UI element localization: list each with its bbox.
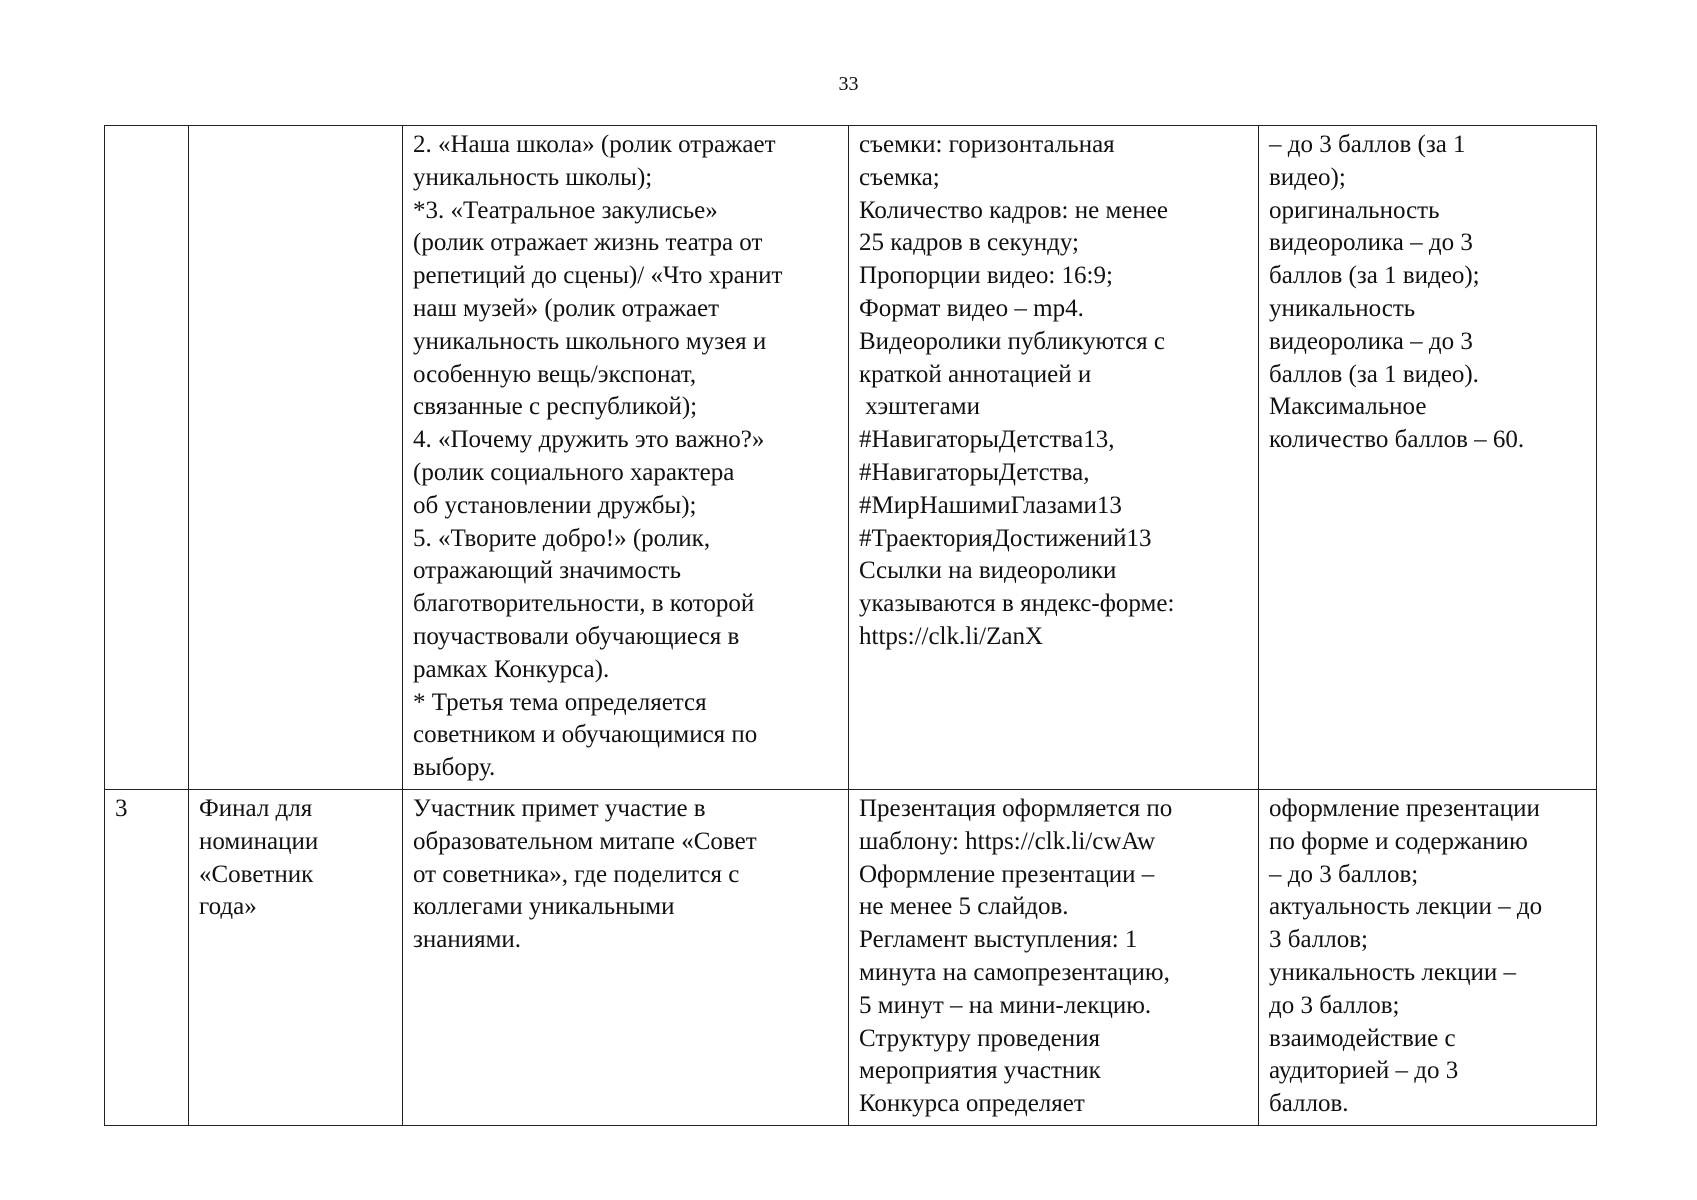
- cell-text-line: (ролик социального характера: [413, 458, 735, 486]
- cell-text-line: уникальность лекции –: [1269, 958, 1516, 986]
- cell-text-line: хэштегами: [859, 393, 980, 421]
- cell-text-line: Финал для: [199, 794, 313, 822]
- cell-text-line: от советника», где поделится с: [413, 860, 740, 888]
- cell-requirements: [849, 789, 1259, 1125]
- table-row: [105, 126, 1597, 790]
- cell-text-line: Пропорции видео: 16:9;: [859, 262, 1113, 290]
- cell-text-line: репетиций до сцены)/ «Что хранит: [413, 262, 783, 290]
- cell-text-line: указываются в яндекс-форме:: [859, 590, 1175, 618]
- cell-text-line: уникальность: [1269, 294, 1416, 322]
- cell-text-line: съемки: горизонтальная: [859, 131, 1115, 158]
- cell-text-line: 5. «Творите добро!» (ролик,: [413, 524, 711, 552]
- cell-text-line: краткой аннотацией и: [859, 360, 1092, 388]
- cell-text-line: Максимальное: [1269, 393, 1427, 421]
- cell-text-line: не менее 5 слайдов.: [859, 893, 1069, 921]
- cell-content: [403, 789, 849, 1125]
- cell-text-line: баллов (за 1 видео).: [1269, 360, 1479, 388]
- cell-text-line: знаниями.: [413, 926, 522, 954]
- cell-text-line: #НавигаторыДетства13,: [859, 426, 1115, 454]
- cell-number: [105, 789, 189, 1125]
- cell-text-line: об установлении дружбы);: [413, 491, 697, 519]
- cell-text-line: баллов.: [1269, 1090, 1349, 1118]
- cell-text-line: взаимодействие с: [1269, 1024, 1456, 1052]
- cell-stage: [189, 789, 403, 1125]
- cell-text-line: Оформление презентации –: [859, 860, 1155, 888]
- cell-text-line: уникальность школы);: [413, 163, 653, 191]
- table-row: [105, 789, 1597, 1125]
- cell-text-line: https://clk.li/ZanX: [859, 622, 1044, 650]
- cell-text-line: видео);: [1269, 163, 1346, 191]
- cell-text-line: Конкурса определяет: [859, 1090, 1085, 1118]
- cell-text-line: советником и обучающимися по: [413, 721, 758, 749]
- page-number: 33: [838, 73, 859, 95]
- cell-text-line: уникальность школьного музея и: [413, 327, 767, 355]
- cell-text-line: Презентация оформляется по: [859, 794, 1173, 822]
- cell-text-line: – до 3 баллов;: [1269, 860, 1419, 888]
- competition-stages-table: [104, 125, 1597, 1126]
- cell-text-line: до 3 баллов;: [1269, 991, 1400, 1019]
- cell-text-line: #ТраекторияДостижений13: [859, 524, 1152, 552]
- cell-text-line: аудиторией – до 3: [1269, 1057, 1459, 1085]
- cell-text-line: коллегами уникальными: [413, 893, 675, 921]
- cell-text-line: Ссылки на видеоролики: [859, 557, 1117, 585]
- cell-text-line: 3: [115, 794, 128, 822]
- cell-text-line: по форме и содержанию: [1269, 827, 1528, 855]
- cell-text-line: отражающий значимость: [413, 557, 681, 585]
- cell-text-line: 2. «Наша школа» (ролик отражает: [413, 131, 776, 158]
- cell-text-line: Регламент выступления: 1: [859, 926, 1138, 954]
- cell-text-line: Структуру проведения: [859, 1024, 1100, 1052]
- cell-text-line: Видеоролики публикуются с: [859, 327, 1165, 355]
- cell-stage: [189, 126, 403, 790]
- cell-text-line: количество баллов – 60.: [1269, 426, 1525, 454]
- cell-text-line: связанные с республикой);: [413, 393, 698, 421]
- cell-text-line: – до 3 баллов (за 1: [1269, 131, 1466, 158]
- cell-text-line: шаблону: https://clk.li/cwAw: [859, 827, 1156, 855]
- cell-text-line: актуальность лекции – до: [1269, 893, 1543, 921]
- cell-text-line: мероприятия участник: [859, 1057, 1101, 1085]
- cell-text-line: оформление презентации: [1269, 794, 1540, 822]
- cell-text-line: 3 баллов;: [1269, 926, 1368, 954]
- cell-text-line: видеоролика – до 3: [1269, 327, 1473, 355]
- cell-text-line: видеоролика – до 3: [1269, 229, 1473, 257]
- cell-text-line: 25 кадров в секунду;: [859, 229, 1079, 257]
- cell-text-line: #НавигаторыДетства,: [859, 458, 1090, 486]
- cell-content: [403, 126, 849, 790]
- cell-text-line: года»: [199, 893, 257, 921]
- cell-text-line: «Советник: [199, 860, 314, 888]
- cell-criteria: [1259, 789, 1597, 1125]
- cell-text-line: выбору.: [413, 754, 496, 782]
- cell-text-line: минута на самопрезентацию,: [859, 958, 1170, 986]
- cell-text-line: благотворительности, в которой: [413, 590, 755, 618]
- cell-text-line: оригинальность: [1269, 196, 1440, 224]
- cell-number: [105, 126, 189, 790]
- cell-text-line: *3. «Театральное закулисье»: [413, 196, 718, 224]
- cell-text-line: наш музей» (ролик отражает: [413, 294, 720, 322]
- cell-text-line: Количество кадров: не менее: [859, 196, 1168, 224]
- cell-text-line: (ролик отражает жизнь театра от: [413, 229, 763, 257]
- cell-text-line: съемка;: [859, 163, 940, 191]
- cell-text-line: #МирНашимиГлазами13: [859, 491, 1122, 519]
- cell-text-line: образовательном митапе «Совет: [413, 827, 757, 855]
- cell-criteria: [1259, 126, 1597, 790]
- cell-requirements: [849, 126, 1259, 790]
- cell-text-line: номинации: [199, 827, 319, 855]
- cell-text-line: * Третья тема определяется: [413, 688, 707, 716]
- cell-text-line: поучаствовали обучающиеся в: [413, 622, 740, 650]
- cell-text-line: рамках Конкурса).: [413, 655, 610, 683]
- cell-text-line: баллов (за 1 видео);: [1269, 262, 1480, 290]
- cell-text-line: особенную вещь/экспонат,: [413, 360, 697, 388]
- cell-text-line: Участник примет участие в: [413, 794, 706, 822]
- cell-text-line: 4. «Почему дружить это важно?»: [413, 426, 765, 454]
- cell-text-line: Формат видео – mp4.: [859, 294, 1084, 322]
- cell-text-line: 5 минут – на мини-лекцию.: [859, 991, 1152, 1019]
